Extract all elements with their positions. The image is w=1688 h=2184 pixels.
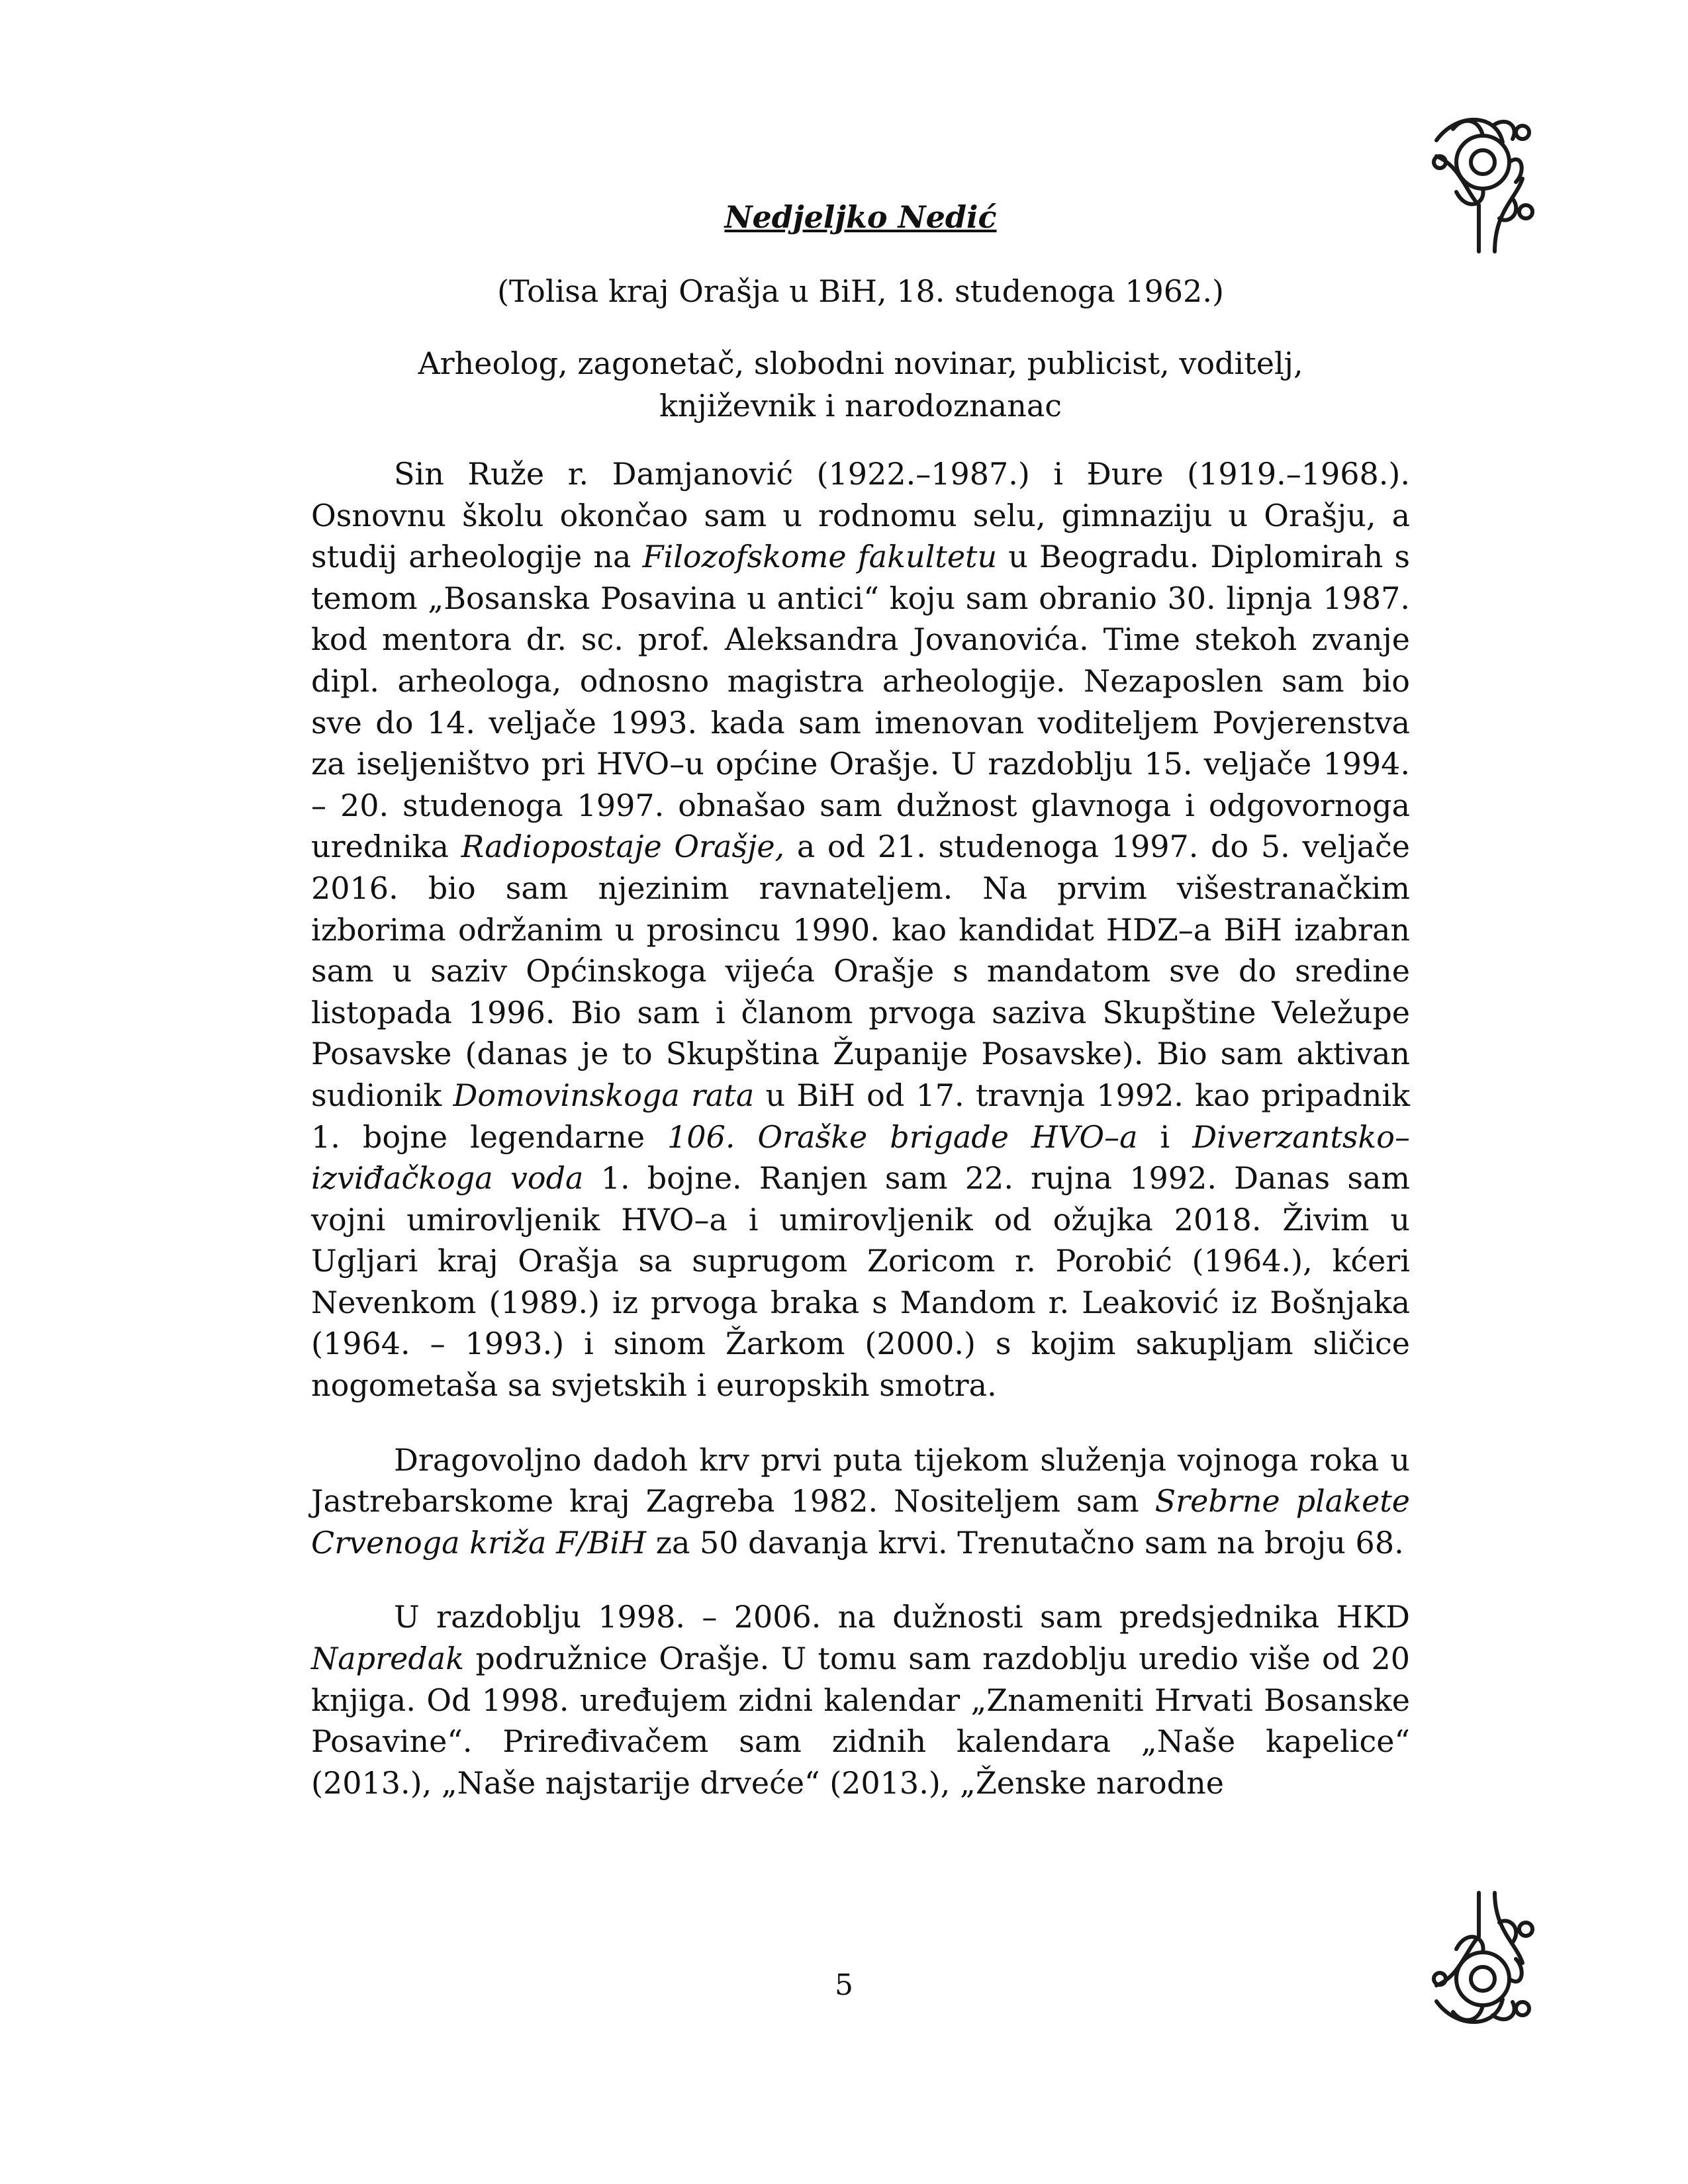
text-run: Dragovoljno dadoh krv prvi puta tijekom služenja vojnoga roka u Jastrebarskome kraj Zagreba 1982. Nositeljem sam <box>311 1441 1410 1520</box>
italic-run: Napredak <box>311 1641 465 1677</box>
paragraph-blood-donation <box>311 1439 1410 1564</box>
italic-run: Diverzantsko–izviđačkoga voda <box>311 1118 1410 1197</box>
italic-run: 106. Oraške brigade HVO–a <box>667 1118 1138 1155</box>
text-run: za 50 davanja krvi. Trenutačno sam na broju 68. <box>646 1524 1404 1561</box>
corner-ornament-top-right <box>1434 120 1532 251</box>
italic-run: Domovinskoga rata <box>453 1077 755 1113</box>
text-run: U razdoblju 1998. – 2006. na dužnosti sam predsjednika HKD <box>394 1599 1410 1635</box>
text-run: Sin Ruže r. Damjanović (1922.–1987.) i Đure (1919.–1968.). Osnovnu školu okončao sam u rodnomu selu, gimnaziju u Orašju, a studij arheologije na <box>311 456 1410 575</box>
text-run: podružnice Orašje. U tomu sam razdoblju uredio više od 20 knjiga. Od 1998. uređujem zidni kalendar „Znameniti Hrvati Bosanske Posavine“. Priređivačem sam zidnih kalendara „Naše kapelice“ (2013.), „Naše najstarije drveće“ (2013.), „Ženske narodne <box>311 1641 1410 1801</box>
text-run: i <box>1137 1118 1193 1155</box>
text-run: a od 21. studenoga 1997. do 5. veljače 2016. bio sam njezinim ravnateljem. Na prvim višestranačkim izborima održanim u prosincu 1990. kao kandidat HDZ–a BiH izabran sam u saziv Općinskoga vijeća Orašje s mandatom sve do sredine listopada 1996. Bio sam i članom prvoga saziva Skupštine Veležupe Posavske (danas je to Skupština Županije Posavske). Bio sam aktivan sudionik <box>311 829 1411 1113</box>
page-content <box>311 185 1410 1803</box>
paragraph-napredak <box>311 1596 1410 1803</box>
profession-info <box>311 342 1410 427</box>
paragraph-biography <box>311 453 1410 1406</box>
italic-run: Srebrne plakete Crvenoga križa F/BiH <box>311 1483 1410 1561</box>
birth-info: (Tolisa kraj Orašja u BiH, 18. studenoga 1962.) <box>497 273 1224 309</box>
italic-run: Radiopostaje Orašje, <box>461 829 785 865</box>
page-number: 5 <box>835 1968 853 2002</box>
text-run: u Beogradu. Diplomirah s temom „Bosanska Posavina u antici“ koju sam obranio 30. lipnja 1987. kod mentora dr. sc. prof. Aleksandra Jovanovića. Time stekoh zvanje dipl. arheologa, odnosno magistra arheologije. Nezaposlen sam bio sve do 14. veljače 1993. kada sam imenovan voditeljem Povjerenstva za iseljeništvo pri HVO–u općine Orašje. U razdoblju 15. veljače 1994. – 20. studenoga 1997. obnašao sam dužnost glavnoga i odgovornoga urednika <box>311 539 1410 865</box>
italic-run: Filozofskome fakultetu <box>642 539 998 575</box>
profession-line-2: književnik i narodoznanac <box>659 388 1062 424</box>
text-run: u BiH od 17. travnja 1992. kao pripadnik 1. bojne legendarne <box>311 1077 1410 1155</box>
text-run: 1. bojne. Ranjen sam 22. rujna 1992. Danas sam vojni umirovljenik HVO–a i umirovljenik od ožujka 2018. Živim u Ugljari kraj Orašja sa suprugom Zoricom r. Porobić (1964.), kćeri Nevenkom (1989.) iz prvoga braka s Mandom r. Leaković iz Bošnjaka (1964. – 1993.) i sinom Žarkom (2000.) s kojim sakupljam sličice nogometaša sa svjetskih i europskih smotra. <box>311 1160 1410 1404</box>
profession-line-1: Arheolog, zagonetač, slobodni novinar, publicist, voditelj, <box>418 345 1303 381</box>
page-title: Nedjeljko Nedić <box>724 199 997 235</box>
